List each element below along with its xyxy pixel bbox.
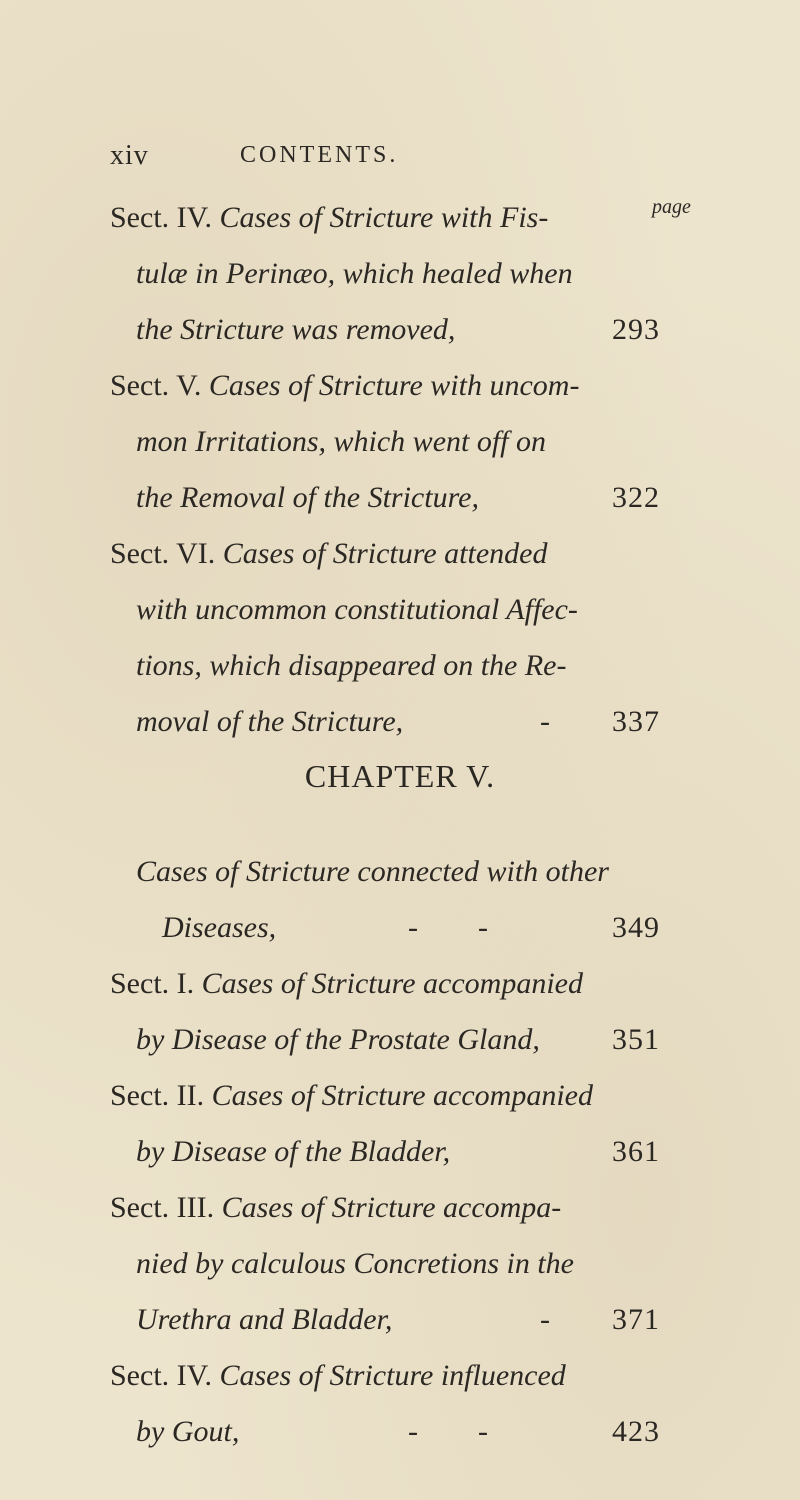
section-label: Sect. I. [110, 967, 202, 1000]
page-column-label: page [652, 196, 691, 218]
entry-title-text: Cases of Stricture accompanied [211, 1079, 593, 1112]
toc-line: with uncommon constitutional Affec- [136, 593, 578, 626]
dot-leader: - [540, 705, 550, 738]
toc-line: the Stricture was removed, [136, 313, 456, 346]
toc-line [110, 1356, 566, 1396]
section-label: Sect. IV. [110, 1359, 220, 1392]
page-number: 371 [612, 1303, 660, 1336]
toc-line: Cases of Stricture connected with other [136, 855, 609, 888]
toc-line [110, 366, 579, 406]
dot-leader: - - [408, 911, 488, 944]
page-number: 337 [612, 705, 660, 738]
page-number: 361 [612, 1135, 660, 1168]
dot-leader: - - [408, 1415, 488, 1448]
section-label: Sect. III. [110, 1191, 222, 1224]
page-number: 322 [612, 481, 660, 514]
running-title: CONTENTS. [240, 142, 399, 168]
entry-title-text: Cases of Stricture accompa- [221, 1191, 562, 1224]
toc-line: the Removal of the Stricture, [136, 481, 479, 514]
page-header [110, 140, 670, 180]
toc-line: by Gout, [136, 1415, 240, 1448]
toc-line [110, 964, 583, 1004]
toc-line: tulæ in Perinæo, which healed when [136, 257, 573, 290]
page-number: 423 [612, 1415, 660, 1448]
page-number: 293 [612, 313, 660, 346]
toc-line [110, 534, 547, 574]
page-number: 349 [612, 911, 660, 944]
toc-line: by Disease of the Prostate Gland, [136, 1023, 540, 1056]
toc-line: Urethra and Bladder, [136, 1303, 393, 1336]
page-number: 351 [612, 1023, 660, 1056]
entry-title-text: Cases of Stricture attended [222, 537, 548, 570]
chapter-heading: CHAPTER V. [304, 758, 496, 794]
entry-title-text: Cases of Stricture with uncom- [208, 369, 580, 402]
toc-line: Diseases, [162, 911, 277, 944]
section-label: Sect. II. [110, 1079, 212, 1112]
section-label: Sect. VI. [110, 537, 223, 570]
section-label: Sect. IV. [110, 201, 220, 234]
dot-leader: - [540, 1303, 550, 1336]
toc-line: by Disease of the Bladder, [136, 1135, 451, 1168]
toc-line [110, 1188, 561, 1228]
section-label: Sect. V. [110, 369, 209, 402]
folio-number: xiv [110, 140, 149, 171]
entry-title-text: Cases of Stricture influenced [219, 1359, 566, 1392]
toc-line [110, 198, 548, 238]
entry-title-text: Cases of Stricture accompanied [201, 967, 583, 1000]
toc-line: moval of the Stricture, [136, 705, 404, 738]
toc-line: tions, which disappeared on the Re- [136, 649, 567, 682]
toc-line [110, 1076, 593, 1116]
toc-line: nied by calculous Concretions in the [136, 1247, 574, 1280]
toc-line: mon Irritations, which went off on [136, 425, 547, 458]
entry-title-text: Cases of Stricture with Fis- [219, 201, 549, 234]
